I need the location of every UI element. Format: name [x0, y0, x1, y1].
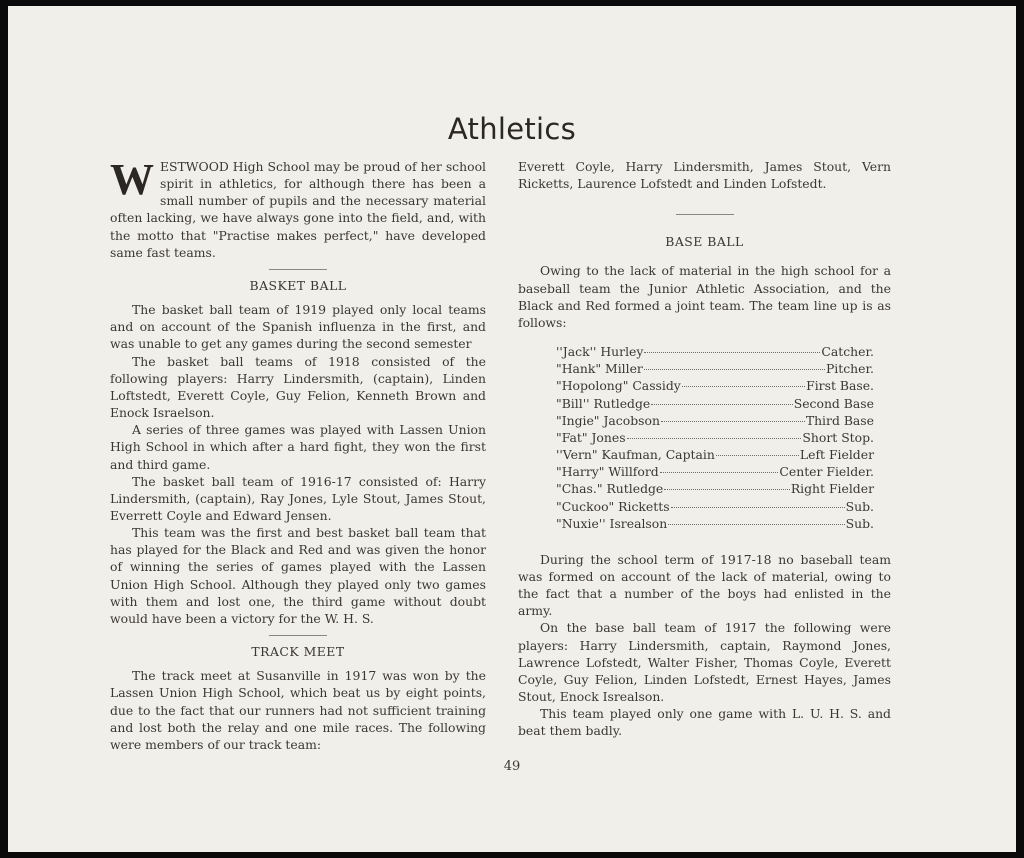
section-divider — [676, 214, 734, 215]
player-name: "Harry" Willford — [556, 464, 659, 480]
lineup-row — [556, 480, 874, 497]
lineup-row — [556, 515, 874, 532]
baseball-paragraph: During the school term of 1917-18 no baseball team was formed on account of the lack of material, owing to the fact that a number of the boys had enlisted in the army. — [518, 551, 891, 619]
player-name: "Ingie" Jacobson — [556, 412, 660, 428]
track-heading: TRACK MEET — [251, 644, 345, 660]
lineup-row — [556, 360, 874, 377]
basketball-paragraph: A series of three games was played with Lassen Union High School in which after a hard fight, they won the first and third game. — [110, 422, 486, 472]
lineup-row — [556, 343, 874, 360]
player-position: Left Fielder — [799, 447, 874, 463]
player-name: "Hank" Miller — [556, 361, 643, 377]
player-position: Catcher. — [821, 344, 874, 360]
intro-text: ESTWOOD High School may be proud of her school spirit in athletics, for although there has been a small number of pupils and the necessary material often lacking, we have always gone into the field, and, with the motto that "Practise makes perfect," have developed same fast teams. — [110, 159, 486, 260]
lineup-row — [556, 412, 874, 429]
page-number: 49 — [503, 759, 521, 774]
baseball-paragraph: On the base ball team of 1917 the following were players: Harry Lindersmith, captain, Raymond Jones, Lawrence Lofstedt, Walter Fisher, Thomas Coyle, Everett Coyle, Guy Felion, Linden Lofstedt, Ernest Hayes, James Stout, Enock Isrealson. — [518, 620, 891, 705]
baseball-paragraph: This team played only one game with L. U. H. S. and beat them badly. — [518, 706, 891, 739]
basketball-paragraph: The basket ball team of 1916-17 consisted of: Harry Lindersmith, (captain), Ray Jones, Lyle Stout, James Stout, Everrett Coyle and Edward Jensen. — [110, 473, 486, 523]
leader-dots — [651, 404, 793, 405]
baseball-intro: Owing to the lack of material in the high school for a baseball team the Junior Athletic Association, and the Black and Red formed a joint team. The team line up is as follows: — [518, 263, 891, 330]
leader-dots — [644, 369, 825, 370]
player-position: Second Base — [793, 395, 874, 411]
player-position: Short Stop. — [802, 429, 874, 445]
leader-dots — [664, 489, 790, 490]
baseball-history — [518, 551, 891, 740]
basketball-heading: BASKET BALL — [249, 277, 347, 293]
leader-dots — [627, 438, 802, 439]
player-name: "Chas." Rutledge — [556, 481, 664, 497]
player-position: Right Fielder — [790, 481, 874, 497]
page-title: Athletics — [447, 112, 577, 146]
player-position: Third Base — [805, 412, 874, 428]
player-name: "Nuxie'' Isrealson — [556, 515, 668, 531]
player-position: First Base. — [806, 378, 874, 394]
baseball-lineup — [556, 343, 874, 532]
left-column — [110, 155, 486, 753]
player-name: ''Jack'' Hurley — [556, 344, 644, 360]
basketball-paragraph: This team was the first and best basket ball team that has played for the Black and Red and was given the honor of winning the series of games played with the Lassen Union High School. Although they played only two games with them and lost one, the third game without doubt would have been a victory for the W. H. S. — [110, 525, 486, 626]
leader-dots — [671, 507, 845, 508]
player-position: Sub. — [845, 498, 874, 514]
book-page — [8, 6, 1016, 852]
player-name: "Fat" Jones — [556, 429, 626, 445]
lineup-row — [556, 498, 874, 515]
leader-dots — [716, 455, 799, 456]
section-divider — [269, 269, 327, 270]
player-name: "Cuckoo" Ricketts — [556, 498, 670, 514]
leader-dots — [682, 386, 805, 387]
player-name: "Bill'' Rutledge — [556, 395, 651, 411]
lineup-row — [556, 463, 874, 480]
player-position: Pitcher. — [825, 361, 874, 377]
track-paragraph: The track meet at Susanville in 1917 was won by the Lassen Union High School, which beat us by eight points, due to the fact that our runners had not sufficient training and lost both the relay and one mile races. The following were members of our track team: — [110, 668, 486, 752]
player-name: "Hopolong" Cassidy — [556, 378, 681, 394]
basketball-paragraph: The basket ball team of 1919 played only local teams and on account of the Spanish influenza in the first, and was unable to get any games during the second semester — [110, 302, 486, 352]
leader-dots — [644, 352, 820, 353]
player-position: Center Fielder. — [779, 464, 874, 480]
lineup-row — [556, 395, 874, 412]
drop-cap: W — [110, 155, 154, 204]
lineup-row — [556, 446, 874, 463]
baseball-heading: BASE BALL — [665, 234, 744, 250]
leader-dots — [660, 472, 779, 473]
section-divider — [269, 635, 327, 636]
leader-dots — [661, 421, 805, 422]
leader-dots — [668, 524, 844, 525]
lineup-row — [556, 429, 874, 446]
player-position: Sub. — [845, 515, 874, 531]
player-name: ''Vern" Kaufman, Captain — [556, 447, 715, 463]
intro-paragraph — [110, 155, 486, 261]
right-column — [518, 158, 891, 740]
track-team-members: Everett Coyle, Harry Lindersmith, James Stout, Vern Ricketts, Laurence Lofstedt and Linden Lofstedt. — [518, 159, 891, 192]
lineup-row — [556, 377, 874, 394]
basketball-paragraph: The basket ball teams of 1918 consisted of the following players: Harry Lindersmith, (captain), Linden Loftstedt, Everett Coyle, Guy Felion, Kenneth Brown and Enock Israelson. — [110, 353, 486, 421]
